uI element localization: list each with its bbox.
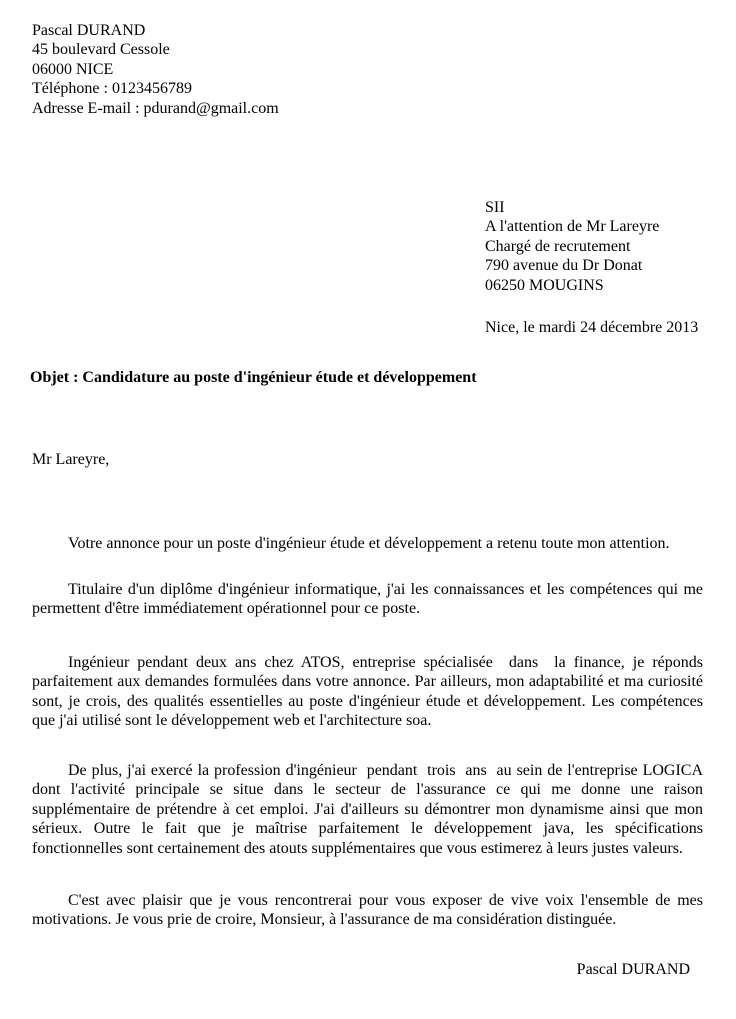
sender-phone: Téléphone : 0123456789 [32,80,192,98]
sender-email: Adresse E-mail : pdurand@gmail.com [32,99,279,117]
sender-block [32,21,279,118]
paragraph-experience-atos: Ingénieur pendant deux ans chez ATOS, entreprise spécialisée dans la finance, je réponds parfaitement aux demandes formulées dans votre annonce. Par ailleurs, mon adaptabilité et ma curiosité sont, je crois, des qualités essentielles au poste d'ingénieur étude et développement. Les compétences que j'ai utilisé sont le développement web et l'architecture soa. [32,654,707,730]
recipient-city: 06250 MOUGINS [485,276,604,294]
recipient-block [485,198,659,295]
sender-city: 06000 NICE [32,60,114,78]
sender-street: 45 boulevard Cessole [32,41,170,59]
salutation: Mr Lareyre, [32,451,110,468]
recipient-role: Chargé de recrutement [485,237,631,255]
paragraph-diploma: Titulaire d'un diplôme d'ingénieur informatique, j'ai les connaissances et les compétences qui me permettent d'être immédiatement opérationnel pour ce poste. [32,581,707,618]
subject-line: Objet : Candidature au poste d'ingénieur étude et développement [30,369,477,386]
paragraph-closing: C'est avec plaisir que je vous rencontrerai pour vous exposer de vive voix l'ensemble de mes motivations. Je vous prie de croire, Monsieur, à l'assurance de ma considération distinguée. [32,892,707,929]
recipient-company: SII [485,199,505,216]
recipient-street: 790 avenue du Dr Donat [485,257,643,275]
signature: Pascal DURAND [576,961,690,978]
paragraph-intro: Votre annonce pour un poste d'ingénieur étude et développement a retenu toute mon attention. [68,535,670,552]
paragraph-experience-logica: De plus, j'ai exercé la profession d'ingénieur pendant trois ans au sein de l'entreprise LOGICA dont l'activité principale se situe dans le secteur de l'assurance ce qui me donne une raison supplémentaire de prétendre à cet emploi. J'ai d'ailleurs su démontrer mon dynamisme ainsi que mon sérieux. Outre le fait que je maîtrise parfaitement le développement java, les spécifications fonctionnelles sont certainement des atouts supplémentaires que vous estimerez à leurs justes valeurs. [32,762,707,857]
recipient-attention: A l'attention de Mr Lareyre [485,218,660,236]
date-line: Nice, le mardi 24 décembre 2013 [485,319,699,336]
sender-name: Pascal DURAND [32,22,146,39]
